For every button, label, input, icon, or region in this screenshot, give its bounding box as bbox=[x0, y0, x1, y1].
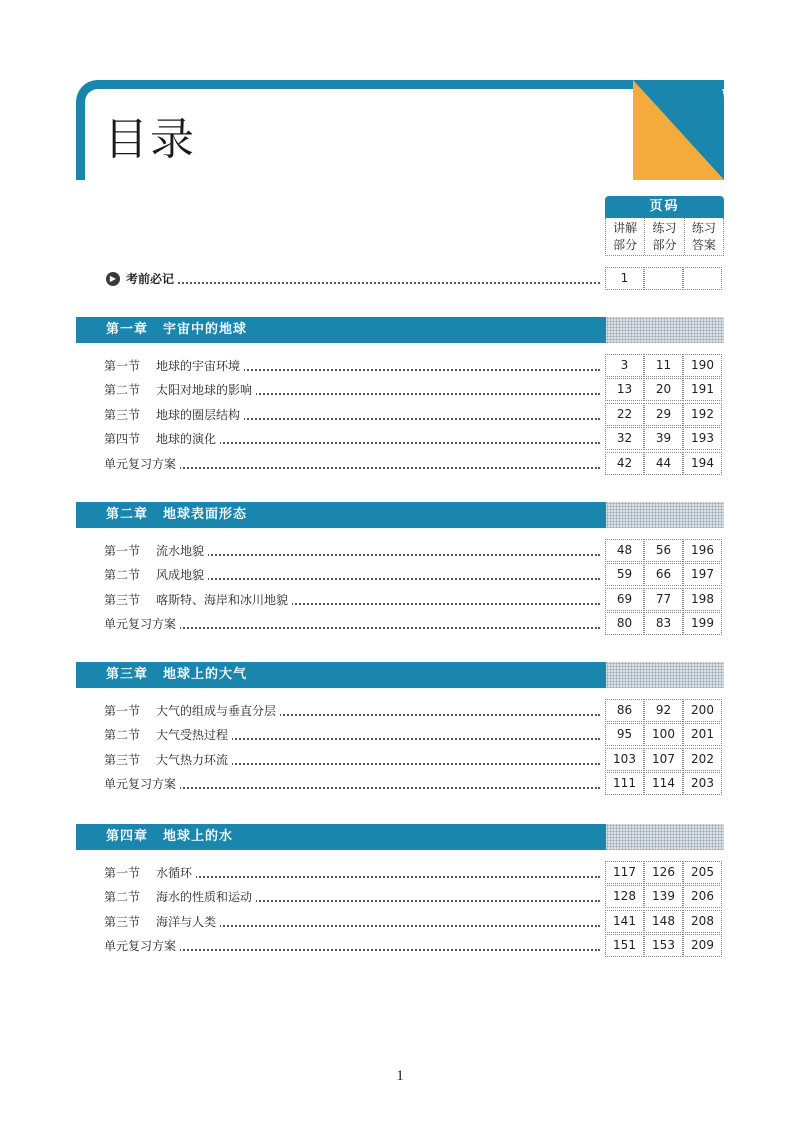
toc-row-label bbox=[104, 724, 232, 746]
page-exercise: 139 bbox=[644, 885, 683, 908]
page-lecture: 86 bbox=[605, 699, 644, 722]
dot-pattern-decoration bbox=[606, 662, 724, 688]
column-lecture: 讲解 部分 bbox=[606, 218, 645, 255]
toc-row-label: 考前必记 bbox=[126, 268, 178, 290]
toc-row-label bbox=[104, 749, 232, 771]
chapter-header-2[interactable] bbox=[76, 502, 724, 528]
section-title: 海洋与人类 bbox=[156, 914, 217, 929]
page-lecture: 103 bbox=[605, 748, 644, 771]
page-answers: 205 bbox=[683, 861, 722, 884]
section-title: 单元复习方案 bbox=[104, 939, 177, 954]
page-lecture: 80 bbox=[605, 612, 644, 635]
dot-pattern-decoration bbox=[606, 502, 724, 528]
page-exercise bbox=[644, 267, 683, 290]
section-title: 风成地貌 bbox=[156, 568, 205, 583]
toc-row[interactable] bbox=[104, 911, 724, 933]
section-number: 第三节 bbox=[104, 407, 141, 422]
corner-fold-decoration bbox=[633, 80, 724, 180]
toc-row-label bbox=[104, 404, 244, 426]
page-lecture: 32 bbox=[605, 427, 644, 450]
page-exercise: 148 bbox=[644, 910, 683, 933]
toc-row[interactable] bbox=[104, 749, 724, 771]
page-lecture: 59 bbox=[605, 563, 644, 586]
toc-row-label bbox=[104, 453, 180, 475]
page-lecture: 128 bbox=[605, 885, 644, 908]
toc-row-label bbox=[104, 379, 256, 401]
page-answers: 194 bbox=[683, 452, 722, 475]
chapter-header-1[interactable] bbox=[76, 317, 724, 343]
toc-row[interactable] bbox=[104, 355, 724, 377]
page-answers: 208 bbox=[683, 910, 722, 933]
page-lecture: 22 bbox=[605, 403, 644, 426]
page-exercise: 29 bbox=[644, 403, 683, 426]
page-lecture: 13 bbox=[605, 378, 644, 401]
page-lecture: 69 bbox=[605, 588, 644, 611]
page-code-columns bbox=[605, 218, 724, 256]
page-lecture: 141 bbox=[605, 910, 644, 933]
section-title: 单元复习方案 bbox=[104, 456, 177, 471]
section-number: 第二节 bbox=[104, 568, 141, 583]
column-answers: 练习 答案 bbox=[691, 221, 716, 252]
page-answers: 197 bbox=[683, 563, 722, 586]
page-title: 目录 bbox=[104, 114, 196, 165]
page-answers: 191 bbox=[683, 378, 722, 401]
play-arrow-icon: ▶ bbox=[106, 272, 120, 286]
chapter-title: 第一章 宇宙中的地球 bbox=[106, 322, 248, 337]
section-title: 地球的圈层结构 bbox=[156, 407, 241, 422]
toc-row-label bbox=[104, 935, 180, 957]
page-answers: 196 bbox=[683, 539, 722, 562]
page-number: 1 bbox=[396, 1068, 404, 1084]
page-exercise: 107 bbox=[644, 748, 683, 771]
page-lecture: 117 bbox=[605, 861, 644, 884]
page-answers bbox=[683, 267, 722, 290]
section-number: 第三节 bbox=[104, 592, 141, 607]
toc-row[interactable] bbox=[104, 564, 724, 586]
page-answers: 193 bbox=[683, 427, 722, 450]
page-lecture: 111 bbox=[605, 772, 644, 795]
page-answers: 203 bbox=[683, 772, 722, 795]
section-number: 第四节 bbox=[104, 432, 141, 447]
toc-row-intro[interactable] bbox=[126, 268, 724, 290]
page-answers: 206 bbox=[683, 885, 722, 908]
toc-row-label bbox=[104, 911, 220, 933]
page-answers: 202 bbox=[683, 748, 722, 771]
page-answers: 201 bbox=[683, 723, 722, 746]
toc-row-label bbox=[104, 773, 180, 795]
section-number: 第三节 bbox=[104, 914, 141, 929]
toc-row[interactable] bbox=[104, 428, 724, 450]
section-title: 地球的宇宙环境 bbox=[156, 359, 241, 373]
page-exercise: 153 bbox=[644, 934, 683, 957]
section-number: 第一节 bbox=[104, 866, 141, 880]
section-title: 单元复习方案 bbox=[104, 617, 177, 632]
section-title: 海水的性质和运动 bbox=[156, 890, 253, 905]
toc-row-label bbox=[104, 564, 208, 586]
toc-row-label bbox=[104, 886, 256, 908]
toc-row[interactable] bbox=[104, 773, 724, 795]
section-title: 大气的组成与垂直分层 bbox=[156, 704, 277, 718]
page-exercise: 56 bbox=[644, 539, 683, 562]
page-exercise: 66 bbox=[644, 563, 683, 586]
chapter-title: 第二章 地球表面形态 bbox=[106, 507, 248, 522]
section-number: 第一节 bbox=[104, 704, 141, 718]
page-lecture: 48 bbox=[605, 539, 644, 562]
section-title: 地球的演化 bbox=[156, 432, 217, 447]
page-exercise: 100 bbox=[644, 723, 683, 746]
toc-row-label bbox=[104, 700, 280, 722]
page-lecture: 3 bbox=[605, 354, 644, 377]
toc-row[interactable] bbox=[104, 886, 724, 908]
page-lecture: 42 bbox=[605, 452, 644, 475]
section-number: 第二节 bbox=[104, 890, 141, 905]
page-exercise: 11 bbox=[644, 354, 683, 377]
section-number: 第一节 bbox=[104, 359, 141, 373]
toc-row[interactable] bbox=[104, 379, 724, 401]
toc-row[interactable] bbox=[104, 540, 724, 562]
section-number: 第二节 bbox=[104, 383, 141, 398]
toc-row[interactable] bbox=[104, 700, 724, 722]
page-answers: 199 bbox=[683, 612, 722, 635]
section-number: 第二节 bbox=[104, 728, 141, 743]
chapter-title: 第三章 地球上的大气 bbox=[106, 667, 248, 682]
section-number: 第一节 bbox=[104, 544, 141, 558]
section-title: 太阳对地球的影响 bbox=[156, 383, 253, 398]
toc-row[interactable] bbox=[104, 935, 724, 957]
page-answers: 200 bbox=[683, 699, 722, 722]
page-exercise: 114 bbox=[644, 772, 683, 795]
toc-row[interactable] bbox=[104, 724, 724, 746]
page-exercise: 83 bbox=[644, 612, 683, 635]
chapter-header-3[interactable] bbox=[76, 662, 724, 688]
page-exercise: 39 bbox=[644, 427, 683, 450]
page-answers: 190 bbox=[683, 354, 722, 377]
page-exercise: 92 bbox=[644, 699, 683, 722]
column-exercise: 练习 部分 bbox=[645, 218, 684, 255]
dot-pattern-decoration bbox=[606, 824, 724, 850]
toc-row[interactable] bbox=[104, 404, 724, 426]
toc-row[interactable] bbox=[104, 613, 724, 635]
dot-pattern-decoration bbox=[606, 317, 724, 343]
chapter-title: 第四章 地球上的水 bbox=[106, 829, 234, 844]
page-answers: 209 bbox=[683, 934, 722, 957]
page-lecture: 151 bbox=[605, 934, 644, 957]
section-title: 大气热力环流 bbox=[156, 752, 229, 767]
page-exercise: 77 bbox=[644, 588, 683, 611]
toc-row[interactable] bbox=[104, 589, 724, 611]
toc-row-label bbox=[104, 589, 292, 611]
toc-row-label bbox=[104, 540, 208, 562]
chapter-header-4[interactable] bbox=[76, 824, 724, 850]
toc-row[interactable] bbox=[104, 453, 724, 475]
toc-row-label bbox=[104, 613, 180, 635]
page-answers: 192 bbox=[683, 403, 722, 426]
section-title: 流水地貌 bbox=[156, 544, 205, 558]
section-title: 喀斯特、海岸和冰川地貌 bbox=[156, 592, 289, 607]
page-code-header: 页码 bbox=[605, 196, 724, 218]
page-lecture: 95 bbox=[605, 723, 644, 746]
section-title: 单元复习方案 bbox=[104, 777, 177, 792]
section-title: 水循环 bbox=[156, 866, 193, 880]
section-number: 第三节 bbox=[104, 752, 141, 767]
toc-row-label bbox=[104, 355, 244, 377]
toc-row-label bbox=[104, 428, 220, 450]
toc-row[interactable] bbox=[104, 862, 724, 884]
page-exercise: 44 bbox=[644, 452, 683, 475]
page-exercise: 20 bbox=[644, 378, 683, 401]
toc-row-label bbox=[104, 862, 196, 884]
page-answers: 198 bbox=[683, 588, 722, 611]
page-exercise: 126 bbox=[644, 861, 683, 884]
page-lecture: 1 bbox=[605, 267, 644, 290]
section-title: 大气受热过程 bbox=[156, 728, 229, 743]
